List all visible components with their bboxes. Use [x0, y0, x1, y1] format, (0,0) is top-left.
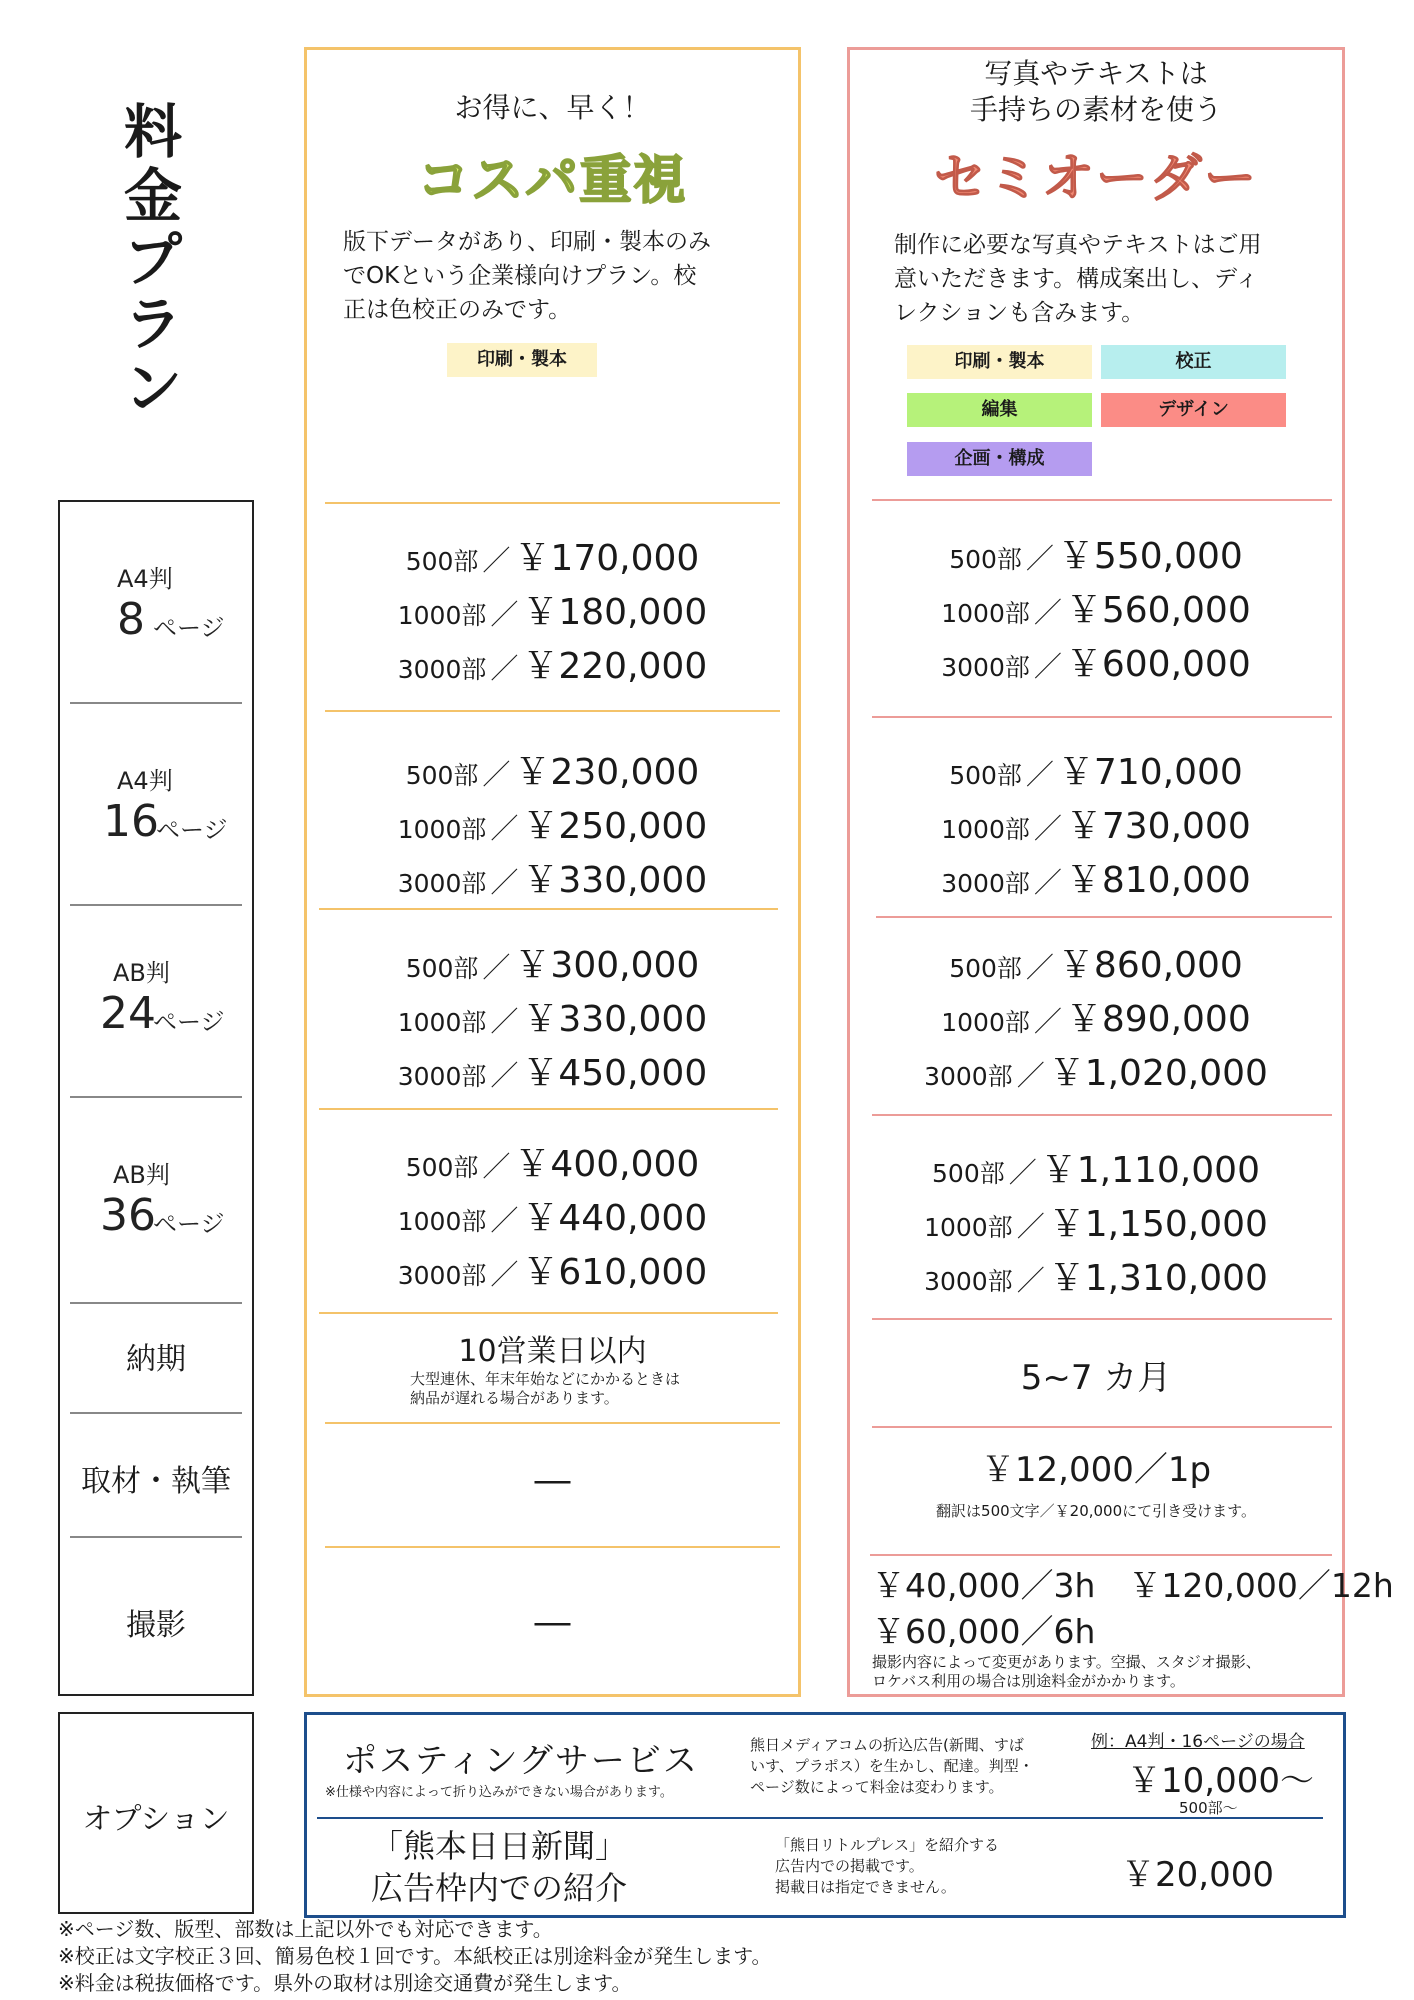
price-row: 3000部 ／ ￥1,310,000 — [924, 1258, 1268, 1299]
writing-value: ― — [534, 1460, 571, 1501]
page-count: 36 — [100, 1190, 156, 1241]
price-row: 500部 ／ ￥860,000 — [949, 945, 1243, 986]
divider — [872, 1318, 1332, 1320]
price-row: 500部 ／ ￥400,000 — [405, 1144, 700, 1185]
title-char: ン — [123, 354, 182, 422]
posting-price: ￥10,000〜 — [1127, 1761, 1314, 1801]
label-row — [70, 704, 242, 906]
price-row: 3000部 ／ ￥1,020,000 — [924, 1053, 1268, 1094]
delivery-value: 10営業日以内 — [458, 1334, 647, 1369]
price-row: 3000部 ／ ￥600,000 — [941, 644, 1251, 685]
label-row — [70, 1098, 242, 1304]
plan-semi-order — [847, 47, 1394, 1697]
title-char: 料 — [123, 98, 182, 166]
price-row: 1000部 ／ ￥330,000 — [397, 999, 708, 1040]
delivery-value: 5~7 カ月 — [1020, 1358, 1172, 1398]
price-row: 500部 ／ ￥300,000 — [405, 945, 700, 986]
label-row — [70, 1538, 242, 1688]
divider — [872, 1114, 1332, 1116]
price-row: 500部 ／ ￥710,000 — [949, 752, 1243, 793]
price-row: 500部 ／ ￥1,110,000 — [932, 1150, 1260, 1191]
photo-value: ― — [534, 1602, 571, 1643]
price-row: 500部 ／ ￥230,000 — [405, 752, 700, 793]
title-char: ラ — [123, 290, 182, 358]
service-tag: 校正 — [1101, 345, 1286, 379]
photo-label: 撮影 — [126, 1608, 186, 1643]
footer-note: ※料金は税抜価格です。県外の取材は別途交通費が発生します。 — [58, 1971, 632, 1995]
divider — [325, 710, 780, 712]
service-tag: デザイン — [1101, 393, 1286, 427]
price-row: 1000部 ／ ￥180,000 — [397, 592, 708, 633]
title-char: 金 — [123, 162, 182, 230]
row-labels — [58, 500, 254, 1696]
service-tag: 印刷・製本 — [907, 345, 1092, 379]
divider — [325, 502, 780, 504]
price-row: 1000部 ／ ￥440,000 — [397, 1198, 708, 1239]
delivery-label: 納期 — [126, 1342, 186, 1377]
posting-price-unit: 500部〜 — [1179, 1799, 1238, 1817]
price-row: 500部 ／ ￥170,000 — [405, 538, 700, 579]
newspaper-price: ￥20,000 — [1121, 1855, 1274, 1895]
plan-name: セミオーダー — [933, 149, 1258, 209]
posting-note: ※仕様や内容によって折り込みができない場合があります。 — [325, 1785, 673, 1800]
newspaper-title: 「熊本日日新聞」 広告枠内での紹介 — [370, 1827, 627, 1907]
posting-description: 熊日メディアコムの折込広告(新聞、すば いす、プラポス）を生かし、配達。判型・ ページ数によって料金は変わります。 — [750, 1736, 1034, 1796]
delivery-note: 大型連休、年末年始などにかかるときは 納品が遅れる場合があります。 — [410, 1370, 681, 1407]
divider — [872, 499, 1332, 501]
writing-value: ￥12,000／1p — [980, 1450, 1212, 1490]
title-char: プ — [123, 226, 182, 294]
price-row: 3000部 ／ ￥610,000 — [397, 1252, 708, 1293]
page-size: AB判 — [113, 959, 170, 987]
photo-value: ￥40,000／3h ￥120,000／12h — [872, 1566, 1394, 1605]
page-unit: ページ — [156, 816, 228, 844]
label-row — [70, 906, 242, 1098]
footer-note: ※校正は文字校正３回、簡易色校１回です。本紙校正は別途料金が発生します。 — [58, 1944, 772, 1968]
writing-label: 取材・執筆 — [81, 1464, 231, 1499]
newspaper-description: 「熊日リトルプレス」を紹介する 広告内での掲載です。 掲載日は指定できません。 — [775, 1836, 999, 1896]
writing-note: 翻訳は500文字／￥20,000にて引き受けます。 — [936, 1502, 1256, 1520]
page-count: 24 — [100, 988, 156, 1039]
page-unit: ページ — [153, 1210, 225, 1238]
page-count: 16 — [103, 796, 159, 847]
price-row: 3000部 ／ ￥450,000 — [397, 1053, 708, 1094]
plan-cost-performance — [304, 47, 801, 1697]
plan-description: 制作に必要な写真やテキストはご用 意いただきます。構成案出し、ディ レクションも含みます。 — [894, 232, 1262, 326]
price-row: 1000部 ／ ￥730,000 — [941, 806, 1251, 847]
divider — [319, 1108, 778, 1110]
divider — [870, 1554, 1332, 1556]
service-tag: 印刷・製本 — [447, 343, 597, 377]
price-row: 3000部 ／ ￥220,000 — [397, 646, 708, 687]
page-size: A4判 — [117, 565, 173, 593]
price-row: 1000部 ／ ￥890,000 — [941, 999, 1251, 1040]
plan-name: コスパ重視 — [417, 151, 688, 211]
plan-subtitle: 写真やテキストは 手持ちの素材を使う — [969, 57, 1222, 126]
posting-example: 例：A4判・16ページの場合 — [1091, 1732, 1305, 1752]
page-size: AB判 — [113, 1161, 170, 1189]
divider — [319, 1312, 778, 1314]
page-unit: ページ — [153, 1008, 225, 1036]
divider — [872, 716, 1332, 718]
page-unit: ページ — [153, 614, 225, 642]
footer-notes — [58, 1916, 1258, 1997]
plan-description: 版下データがあり、印刷・製本のみ でOKという企業様向けプラン。校 正は色校正のみです。 — [343, 229, 711, 323]
photo-note: 撮影内容によって変更があります。空撮、スタジオ撮影、 ロケバス利用の場合は別途料金がかかります。 — [872, 1653, 1261, 1690]
price-row: 3000部 ／ ￥810,000 — [941, 860, 1251, 901]
service-tag: 編集 — [907, 393, 1092, 427]
option-label-box — [58, 1712, 254, 1914]
page-count: 8 — [117, 594, 145, 645]
divider — [319, 908, 778, 910]
price-row: 1000部 ／ ￥1,150,000 — [924, 1204, 1268, 1245]
divider — [872, 1426, 1332, 1428]
divider — [325, 1546, 780, 1548]
label-row — [70, 1304, 242, 1414]
label-row — [70, 502, 242, 704]
options-box — [304, 1712, 1346, 1918]
divider — [876, 916, 1332, 918]
divider — [325, 1422, 780, 1424]
price-row: 500部 ／ ￥550,000 — [949, 536, 1243, 577]
price-row: 1000部 ／ ￥560,000 — [941, 590, 1251, 631]
page-title — [118, 100, 188, 420]
footer-note: ※ページ数、版型、部数は上記以外でも対応できます。 — [58, 1917, 553, 1941]
page-size: A4判 — [117, 767, 173, 795]
service-tag: 企画・構成 — [907, 442, 1092, 476]
label-row — [70, 1414, 242, 1538]
price-row: 1000部 ／ ￥250,000 — [397, 806, 708, 847]
price-row: 3000部 ／ ￥330,000 — [397, 860, 708, 901]
option-label: オプション — [82, 1802, 230, 1837]
posting-title: ポスティングサービス — [343, 1741, 699, 1781]
plan-subtitle: お得に、早く！ — [454, 91, 651, 124]
divider — [317, 1817, 1323, 1819]
photo-value: ￥60,000／6h — [872, 1612, 1096, 1651]
